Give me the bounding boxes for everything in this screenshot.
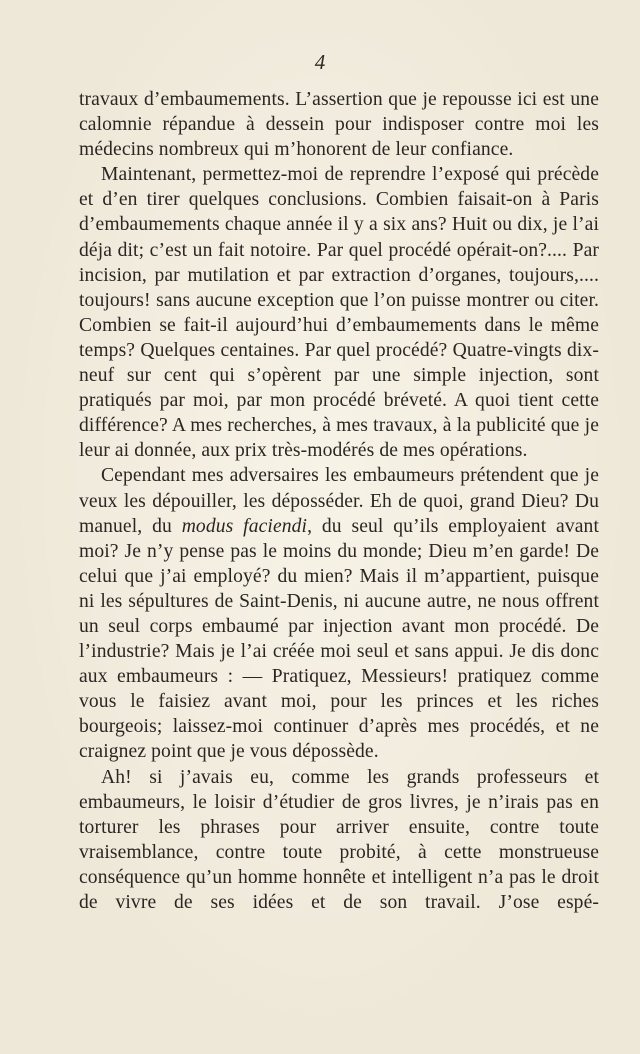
italic-latin-phrase: modus faciendi xyxy=(181,515,308,537)
paragraph: Maintenant, permettez-moi de reprendre l’exposé qui précède et d’en tirer quelques conclusions. Combien faisait-on à Paris d’embaumements chaque année il y a six ans? Huit ou dix, je l’ai déja dit; c’est un fait notoire. Par quel procédé opérait-on?.... Par incision, par mutilation et par extraction d’organes, toujours,.... toujours! sans aucune exception que l’on puisse montrer ou citer. Combien se fait-il aujourd’hui d’embaumements dans le même temps? Quelques centaines. Par quel procédé? Quatre-vingts dix-neuf sur cent qui s’opèrent par une simple injection, sont pratiqués par moi, par mon procédé bréveté. A quoi tient cette différence? A mes recherches, à mes travaux, à la publicité que je leur ai donnée, aux prix très-modérés de mes opérations. xyxy=(79,164,599,462)
paragraph-text: , du seul qu’ils employaient avant moi? Je n’y pense pas le moins du monde; Dieu m’en garde! De celui que j’ai employé? du mien? Mais il m’appartient, puisque ni les sépultures de Saint-Denis, ni aucune autre, ne nous offrent un seul corps embaumé par injection avant mon procédé. De l’industrie? Mais je l’ai créée moi seul et sans appui. Je dis donc aux embaumeurs : — Pratiquez, Messieurs! pratiquez comme vous le faisiez avant moi, pour les princes et les riches bourgeois; laissez-moi continuer d’après mes procédés, et ne craignez point que je vous dépossède. xyxy=(79,515,599,763)
paragraph: Ah! si j’avais eu, comme les grands professeurs et embaumeurs, le loisir d’étudier de gros livres, je n’irais pas en torturer les phrases pour arriver ensuite, contre toute vraisemblance, contre toute probité, à cette monstrueuse conséquence qu’un homme honnête et intelligent n’a pas le droit de vivre de ses idées et de son travail. J’ose espé- xyxy=(79,766,599,913)
page-number: 4 xyxy=(314,50,326,74)
paragraph-text: Cependant mes adversaires les embaumeurs prétendent que je veux les dépouiller, les déposséder. Eh de quoi, grand Dieu? Du manuel, du xyxy=(79,465,599,537)
body-text xyxy=(79,87,599,915)
paragraph: travaux d’embaumements. L’assertion que je repousse ici est une calomnie répandue à dessein pour indisposer contre moi les médecins nombreux qui m’honorent de leur confiance. xyxy=(79,89,599,161)
paragraph xyxy=(79,463,599,764)
